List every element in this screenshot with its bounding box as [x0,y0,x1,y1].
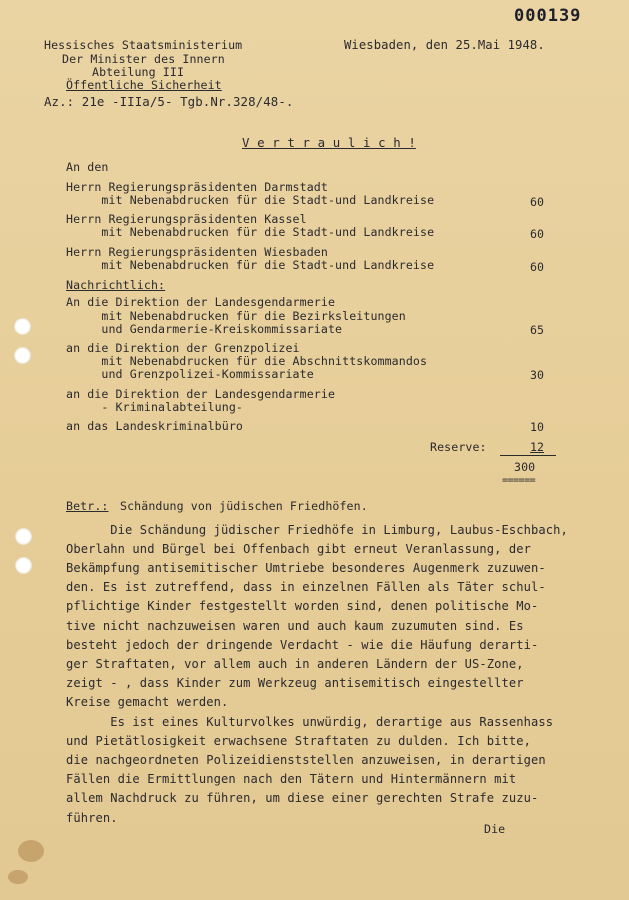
subject-text: Schändung von jüdischen Friedhöfen. [120,499,368,513]
cc-line: und Grenzpolizei-Kommissariate [66,367,314,381]
body-line: führen. [66,811,118,825]
punch-hole-1 [14,318,31,335]
recipient-count: 60 [530,195,544,209]
cc-line: An die Direktion der Landesgendarmerie [66,295,336,309]
place-date: Wiesbaden, den 25.Mai 1948. [344,38,545,52]
cc-line: an die Direktion der Grenzpolizei [66,341,300,355]
body-line: allem Nachdruck zu führen, um diese einer gerechten Strafe zuzu- [66,791,539,805]
cc-line: an die Direktion der Landesgendarmerie [66,387,336,401]
reserve-count: 12 [530,440,544,454]
stain-mark [8,870,28,884]
sender-line-3: Abteilung III [92,65,185,79]
serial-number: 000139 [514,6,582,26]
body-line: Kreise gemacht werden. [66,695,229,709]
body-line: Es ist eines Kulturvolkes unwürdig, derartige aus Rassenhass [66,715,554,729]
cc-line: mit Nebenabdrucken für die Bezirksleitungen [66,309,406,323]
punch-hole-4 [15,557,32,574]
sender-line-4: Öffentliche Sicherheit [66,78,222,92]
cc-line: - Kriminalabteilung- [66,400,244,414]
recipient-count: 60 [530,260,544,274]
body-line: ger Straftaten, vor allem auch in anderen Ländern der US-Zone, [66,657,524,671]
recipient-line: Herrn Regierungspräsidenten Wiesbaden [66,245,328,259]
cc-count: 30 [530,368,544,382]
body-line: besteht jedoch der dringende Verdacht - wie die Häufung derarti- [66,638,539,652]
total-rule [500,455,556,456]
recipient-line: Herrn Regierungspräsidenten Kassel [66,212,307,226]
recipient-line: Herrn Regierungspräsidenten Darmstadt [66,180,328,194]
address-intro: An den [66,160,109,174]
body-line: und Pietätlosigkeit erwachsene Straftaten zu dulden. Ich bitte, [66,734,532,748]
sender-line-1: Hessisches Staatsministerium [44,38,243,52]
cc-count: 65 [530,323,544,337]
cc-line: und Gendarmerie-Kreiskommissariate [66,322,343,336]
sender-line-2: Der Minister des Innern [62,52,225,66]
body-line: tive nicht nachzuweisen waren und auch kaum zuzumuten sind. Es [66,619,524,633]
reserve-label: Reserve: [430,440,487,454]
continuation-word: Die [484,822,506,836]
body-line: den. Es ist zutreffend, dass in einzelnen Fällen als Täter schul- [66,580,546,594]
cc-label: Nachrichtlich: [66,278,166,292]
stain-mark [18,840,44,862]
total-count: 300 [514,460,536,474]
body-line: Die Schändung jüdischer Friedhöfe in Limburg, Laubus-Eschbach, [66,523,568,537]
body-line: die nachgeordneten Polizeidienststellen anzuweisen, in derartigen [66,753,546,767]
recipient-line: mit Nebenabdrucken für die Stadt-und Landkreise [66,225,435,239]
recipient-count: 60 [530,227,544,241]
classification-label: V e r t r a u l i c h ! [242,135,416,150]
cc-line: an das Landeskriminalbüro [66,419,244,433]
recipient-line: mit Nebenabdrucken für die Stadt-und Landkreise [66,193,435,207]
recipient-line: mit Nebenabdrucken für die Stadt-und Landkreise [66,258,435,272]
cc-count: 10 [530,420,544,434]
body-line: zeigt - , dass Kinder zum Werkzeug antisemitisch eingestellter [66,676,524,690]
reference-number: Az.: 21e -IIIa/5- Tgb.Nr.328/48-. [44,94,294,109]
body-line: Fällen die Ermittlungen nach den Tätern und Hintermännern mit [66,772,517,786]
cc-line: mit Nebenabdrucken für die Abschnittskommandos [66,354,428,368]
body-line: pflichtige Kinder festgestellt worden sind, denen politische Mo- [66,599,539,613]
body-line: Bekämpfung antisemitischer Umtriebe besonderes Augenmerk zuzuwen- [66,561,546,575]
subject-label: Betr.: [66,499,109,513]
punch-hole-2 [14,347,31,364]
total-double-underline: ====== [502,475,536,486]
body-line: Oberlahn und Bürgel bei Offenbach gibt erneut Veranlassung, der [66,542,532,556]
punch-hole-3 [15,528,32,545]
